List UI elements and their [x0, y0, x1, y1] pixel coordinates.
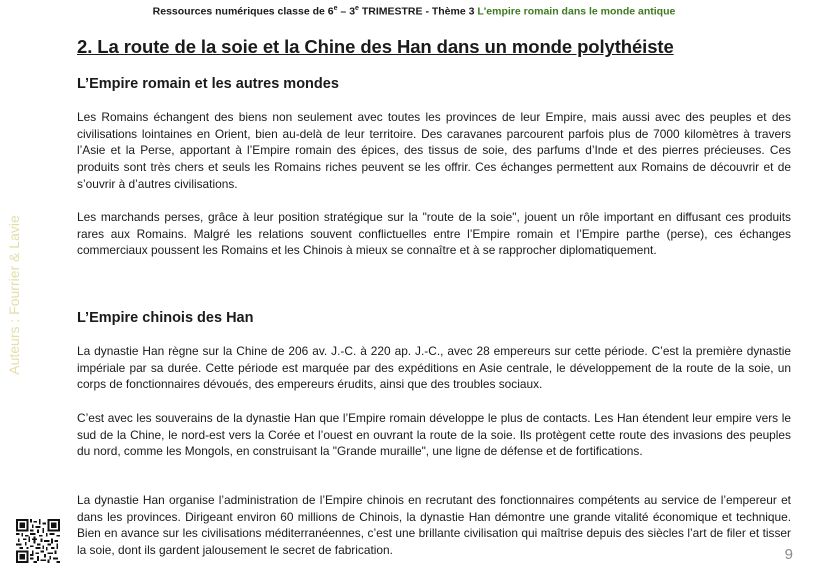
paragraph: La dynastie Han règne sur la Chine de 206 av. J.-C. à 220 ap. J.-C., avec 28 empereurs sur cette période. C’est la première dynastie impériale par sa durée. Cette période est marquée par des expéditions en Asie centrale, le développement de la route de la soie, un corps de fonctionnaires dévoués, des empereurs érudits, ainsi que des troubles sociaux.	[77, 344, 791, 392]
header-trimester: TRIMESTRE - Thème 3	[358, 5, 478, 18]
authors-text: Auteurs : Fourrier & Lavie	[6, 215, 22, 375]
paragraph: Les Romains échangent des biens non seulement avec toutes les provinces de leur Empire, mais aussi avec des peuples et des civilisations lointaines en Orient, bien au-delà de leur territoire. Des caravanes parcourent parfois plus de 7000 kilomètres à travers l’Asie et la Perse, apportant à l’Empire romain des épices, des tissus de soie, des parfums d’Inde et des pierres précieuses. Ces produits sont très chers et seuls les Romains riches peuvent se les offrir. Ces échanges permettent aux Romains de découvrir et de s’ouvrir à d’autres civilisations.	[77, 110, 791, 191]
paragraph: Les marchands perses, grâce à leur position stratégique sur la "route de la soie", jouent un rôle important en diffusant ces produits rares aux Romains. Malgré les relations souvent conflictuelles entre l’Empire romain et l’Empire parthe (perse), ces échanges commerciaux poussent les Romains et les Chinois à mieux se connaître et à se rapprocher diplomatiquement.	[77, 210, 791, 258]
header-middle-sup: e	[355, 5, 359, 12]
header-theme: L'empire romain dans le monde antique	[477, 5, 676, 18]
paragraph: La dynastie Han organise l’administration de l’Empire chinois en recrutant des fonctionnaires compétents au service de l’empereur et dans les provinces. Dirigeant environ 60 millions de Chinois, la dynastie Han démontre une grande vitalité économique et technique. Bien en avance sur les civilisations méditerranéennes, c’est une brillante civilisation qui maîtrise depuis des siècles l’art de filer et tisser la soie, dont ils gardent jalousement le secret de fabrication.	[77, 493, 791, 558]
paragraph: C’est avec les souverains de la dynastie Han que l’Empire romain développe le plus de contacts. Les Han étendent leur empire vers le sud de la Chine, le nord-est vers la Corée et l’ouest en ouvrant la route de la soie. Ils protègent cette route des invasions des peuples du nord, comme les Mongols, en construisant la "Grande muraille", une ligne de défense et de fortifications.	[77, 411, 791, 459]
section-heading-han-empire: L’Empire chinois des Han	[77, 310, 254, 326]
page-number: 9	[784, 546, 793, 563]
qr-code-icon[interactable]	[16, 519, 60, 563]
document-header	[0, 5, 828, 18]
section-heading-roman-empire: L’Empire romain et les autres mondes	[77, 76, 339, 92]
header-prefix: Ressources numériques classe de 6	[152, 5, 334, 18]
page-title: 2. La route de la soie et la Chine des Han dans un monde polythéiste	[77, 36, 674, 57]
header-prefix-sup: e	[333, 5, 338, 12]
authors-sidebar	[1, 200, 27, 390]
header-middle: – 3	[337, 5, 356, 18]
